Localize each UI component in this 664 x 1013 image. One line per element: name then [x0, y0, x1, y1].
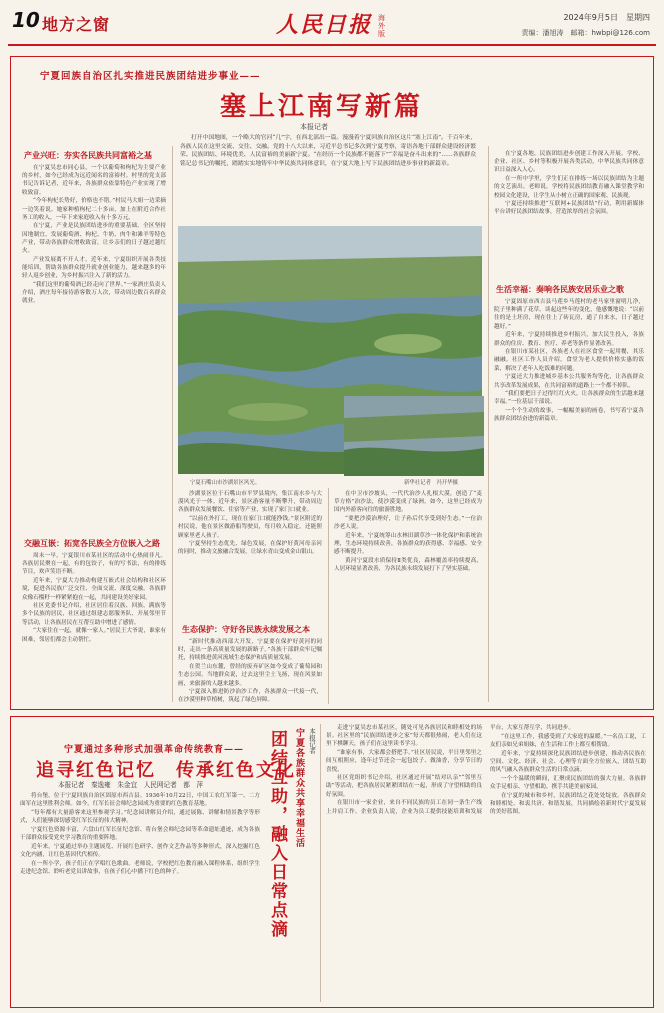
- newspaper-logo: 人民日报: [276, 12, 373, 38]
- paragraph: 一个个温暖的瞬间，汇聚成民族团结的强大力量。各族群众手足相亲、守望相助，携手共建美丽家园。: [490, 775, 646, 790]
- lead-byline: 本报记者: [300, 123, 328, 131]
- col4-subhead: 生态保护：守好各民族永续发展之本: [182, 624, 310, 634]
- paragraph: 宁夏还持续推进“互联网+民族团结”行动，利用新媒体平台讲好民族团结故事，营造浓厚的社会氛围。: [494, 201, 644, 216]
- paragraph: 近年来，宁夏持续推进乡村振兴，加大民生投入，各族群众的住房、教育、医疗、养老等条件显著改善。: [494, 332, 644, 347]
- paragraph: 社区党委书记介绍，社区居住着汉族、回族、满族等多个民族的居民，社区通过组建志愿服务队、开展邻里节等活动，让各族居民在互帮互助中增进了感情。: [22, 603, 166, 626]
- paragraph: 在宁夏，产业是民族团结进步的重要基础。全区坚持因地制宜，发展葡萄酒、枸杞、牛奶、肉牛和滩羊等特色产业，带动各族群众增收致富，让乡亲们的日子越过越红火。: [22, 223, 166, 255]
- wetland-photo: [344, 396, 484, 476]
- bottom-left-kicker: 宁夏通过多种形式加强革命传统教育——: [64, 745, 245, 755]
- paragraph: 在宁夏各地，民族团结进步创建工作深入开展。学校、企业、社区、乡村等积极开展各类活动，中华民族共同体意识日益深入人心。: [494, 151, 644, 174]
- paragraph: 黄河宁夏段水质保持Ⅱ类优良，森林覆盖率持续提高，人居环境显著改善，为各民族永续发展打下了坚实基础。: [334, 558, 482, 573]
- col4-body: [178, 638, 322, 706]
- lake-photo-caption: 宁夏石嘴山市沙湖景区风光。: [190, 480, 261, 486]
- column-divider: [328, 488, 329, 704]
- col6-subhead: 生活幸福：奏响各民族安居乐业之歌: [496, 284, 624, 294]
- section-title: 地方之窗: [42, 15, 111, 34]
- paragraph: 近年来，宁夏大力推动构建互嵌式社会结构和社区环境，促进各民族广泛交往、全面交流、深度交融。各族群众像石榴籽一样紧紧抱在一起，共同建设美好家园。: [22, 578, 166, 601]
- bottom-right-headline: 团结互助，融入日常点滴: [267, 730, 287, 939]
- paragraph: 近年来，宁夏持续深化民族团结进步创建，推动各民族在空间、文化、经济、社会、心理等方面全方位嵌入，团结互助的风气融入各族群众生活的日常点滴。: [490, 750, 646, 774]
- paragraph: 宁夏固原市西吉县马莲乡马莲村的老马家里窗明几净，院子里种满了花草。谈起这些年的变化，他感慨地说：“以前住的是土坯房，现在住上了砖瓦房，通了自来水，日子越过越好。”: [494, 299, 644, 330]
- masthead-rule: [8, 44, 656, 46]
- issue-date: 2024年9月5日 星期四: [563, 13, 650, 22]
- paragraph: 一个个生动的故事，一幅幅美丽的画卷，书写着宁夏各族群众团结奋进的新篇章。: [494, 408, 644, 423]
- bottom-right-byline: 本报记者: [308, 728, 316, 754]
- masthead: [8, 6, 656, 50]
- intro-text: 打开中国地图，一个略大的官河“几”字，在西北部出一篇。漫漫着宁夏回族自治区这片“塞上江南”。千百年来，各族人民在这里交流、交往、交融。党的十八大以来，习近平总书记多次到宁夏考察，寄语各地干部群众建设经济繁荣、民族团结、环境优美、人民富裕的美丽新宁夏。“在经历一个民族都不能落下”“幸福是奋斗出来的”……各族群众铭记总书记的嘱托，踏踏实实地铸牢中华民族共同体意识，在宁夏大地上写下民族团结进步事业的新篇章。: [180, 135, 476, 167]
- paragraph: 在宁夏吴忠市同心县，一个以葡萄和枸杞为主要产业的乡村，如今已经成为远近闻名的富裕村。村里的党支部书记告诉记者，近年来，各族群众依靠特色产业实现了增收致富。: [22, 165, 166, 196]
- editor-info: 责编：潘旭涛 邮箱：hwbpi@126.com: [521, 29, 650, 37]
- paragraph: 宁夏坚持生态优先、绿色发展，在保护好黄河母亲河的同时，推动文旅融合发展，让绿水青山变成金山银山。: [178, 541, 322, 556]
- paragraph: 在银川市某社区，各族老人在社区食堂一起用餐，其乐融融。社区工作人员介绍，食堂为老人提供价格实惠的饭菜，解决了老年人吃饭难的问题。: [494, 349, 644, 372]
- bottom-right-body: [326, 724, 646, 1002]
- paragraph: 走进宁夏吴忠市某社区，随处可见各族居民和睦相处的场景。社区里的“民族团结进步之家”每天都很热闹，老人们在这里下棋聊天，孩子们在这里读书学习。: [326, 725, 482, 748]
- paragraph: 宁夏还大力推进城乡基本公共服务均等化，让各族群众共享改革发展成果，在共同富裕的道路上一个都不掉队。: [494, 374, 644, 389]
- paragraph: “新时代推动西部大开发，宁夏要在保护好黄河的同时，走出一条高质量发展的新路子。”各族干部群众牢记嘱托，持续推进黄河流域生态保护和高质量发展。: [178, 639, 322, 662]
- bottom-left-byline: 本报记者 秦逸雍 朱金宜 人民网记者 都 萍: [58, 781, 204, 789]
- column-divider: [488, 146, 489, 702]
- wetland-photo-caption: 新华社记者 冯开华摄: [404, 480, 458, 486]
- paragraph: “每年都有大量游客来这里参观学习。”纪念园讲解员介绍，通过展陈、讲解和情景教学等形式，人们能够深切感受红军长征的伟大精神。: [20, 809, 260, 825]
- paragraph: 将台堡，位于宁夏回族自治区固原市西吉县。1936年10月22日，中国工农红军第一、二方面军在这里胜利会师。如今，红军长征会师纪念园成为重要的红色教育基地。: [20, 793, 260, 808]
- column-divider: [320, 724, 321, 1002]
- bottom-left-body: [20, 792, 260, 1002]
- newspaper-edition: 海外版: [378, 14, 385, 38]
- bottom-left-headline: 追寻红色记忆 传承红色文化: [36, 760, 296, 781]
- lead-kicker: 宁夏回族自治区扎实推进民族团结进步事业——: [40, 71, 261, 82]
- paragraph: “我们这里的葡萄酒已经走向了世界。”一家酒庄负责人介绍，酒庄每年接待游客数万人次，带动周边数百名群众就业。: [22, 281, 166, 305]
- paragraph: 在一所小学，孩子们正在学唱红色歌曲。老师说，学校把红色教育融入课程体系，组织学生走进纪念馆、聆听老党员讲故事，在孩子们心中播下红色的种子。: [20, 860, 260, 875]
- paragraph: “大家住在一起，就像一家人。”居民王大爷说，谁家有困难，邻居们都会主动帮忙。: [22, 628, 166, 643]
- paragraph: 社区党组织书记介绍，社区通过开展“结对认亲”“邻里互助”等活动，把各族居民紧紧团结在一起，形成了守望相助的良好氛围。: [326, 775, 482, 798]
- paragraph: “我们要把日子过得红红火火，让各族群众的生活越来越幸福。”一位基层干部说。: [494, 391, 644, 406]
- paragraph: 在一所中学里，学生们正在排练一场以民族团结为主题的文艺演出。老师说，学校将民族团结教育融入课堂教学和校园文化建设，让学生从小树立正确的国家观、民族观。: [494, 176, 644, 199]
- col1b-body: [22, 552, 166, 704]
- paragraph: 在贺兰山东麓，曾经的废弃矿区如今变成了葡萄园和生态公园。当地群众说，过去这里尘土飞扬，现在风景如画，来旅游的人越来越多。: [178, 664, 322, 687]
- paragraph: 近年来，宁夏通过举办主题展览、开展红色研学、创作文艺作品等多种形式，深入挖掘红色文化内涵，让红色基因代代相传。: [20, 843, 260, 858]
- paragraph: 在银川市一家企业，来自不同民族的员工在同一条生产线上并肩工作。企业负责人说，企业为员工提供技能培训和发展平台，大家互帮互学，共同进步。: [326, 725, 574, 815]
- paragraph: 周末一早，宁夏银川市某社区的活动中心热闹非凡。各族居民聚在一起，有的包饺子，有的写书法，有的排练节目，欢声笑语不断。: [22, 553, 166, 576]
- paragraph: “今年枸杞长势好，价格也不错。”村民马大姐一边采摘一边笑着说。她家种植枸杞二十多亩，加上在附近合作社务工的收入，一年下来家庭收入有十多万元。: [22, 198, 166, 221]
- lead-headline: 塞上江南写新篇: [220, 92, 424, 122]
- paragraph: 近年来，宁夏统筹山水林田湖草沙一体化保护和系统治理，生态环境持续改善，各族群众的获得感、幸福感、安全感不断提升。: [334, 533, 482, 556]
- col1b-subhead: 交融互嵌：拓宽各民族全方位嵌入之路: [24, 538, 160, 548]
- col1-subhead: 产业兴旺：夯实各民族共同富裕之基: [24, 150, 152, 160]
- col1-body: [22, 164, 166, 534]
- col2-body: [494, 150, 644, 280]
- paragraph: 产业发展离不开人才。近年来，宁夏组织开展各类技能培训，帮助各族群众提升就业创业能力，越来越多的年轻人返乡创业，为乡村振兴注入了新的活力。: [22, 256, 166, 280]
- page-number: 10: [12, 8, 40, 32]
- col5-body: [334, 490, 482, 704]
- paragraph: “要把沙漠治理好，让子孙后代享受到好生态。”一位治沙老人说。: [334, 516, 482, 531]
- paragraph: 在中卫市沙坡头，一代代治沙人扎根大漠，创造了“麦草方格”治沙法，使沙漠变成了绿洲。如今，这里已经成为国内外游客向往的旅游胜地。: [334, 491, 482, 514]
- paragraph: 在宁夏的城市和乡村，民族团结之花处处绽放。各族群众和睦相处、和衷共济、和谐发展，共同描绘着新时代宁夏发展的美好蓝图。: [490, 792, 646, 816]
- paragraph: 宁夏红色资源丰富，六盘山红军长征纪念馆、将台堡会师纪念园等革命遗址遗迹，成为各族干部群众接受党史学习教育的重要阵地。: [20, 826, 260, 842]
- paragraph: 沙湖景区位于石嘴山市平罗县境内，集江南水乡与大漠风光于一体。近年来，景区游客量不断攀升，带动周边各族群众发展餐饮、住宿等产业，实现了家门口就业。: [178, 491, 322, 514]
- paragraph: “以前在外打工，现在在家门口就能挣钱。”景区附近的村民说，他在景区做游船驾驶员，每月收入稳定，还能照顾家里老人孩子。: [178, 516, 322, 539]
- wetland-photo-image: [344, 396, 484, 476]
- col6-body: [494, 298, 644, 704]
- column-divider: [172, 146, 173, 702]
- paragraph: “谁家有事，大家都会搭把手。”社区居民说，平日里邻里之间互相照应，逢年过节还会一起包饺子、做油香，分享节日的喜悦。: [326, 750, 482, 773]
- paragraph: 宁夏深入推进防沙治沙工作，各族群众一代接一代，在沙漠里种草植树，筑起了绿色屏障。: [178, 689, 322, 704]
- paragraph: “在这里工作，我感受到了大家庭的温暖。”一名员工说，工友们亲如兄弟姐妹，在生活和工作上都互相帮助。: [490, 733, 646, 748]
- bottom-right-subtitle: 宁夏各族群众共享幸福生活: [294, 728, 304, 848]
- col3-body: [178, 490, 322, 620]
